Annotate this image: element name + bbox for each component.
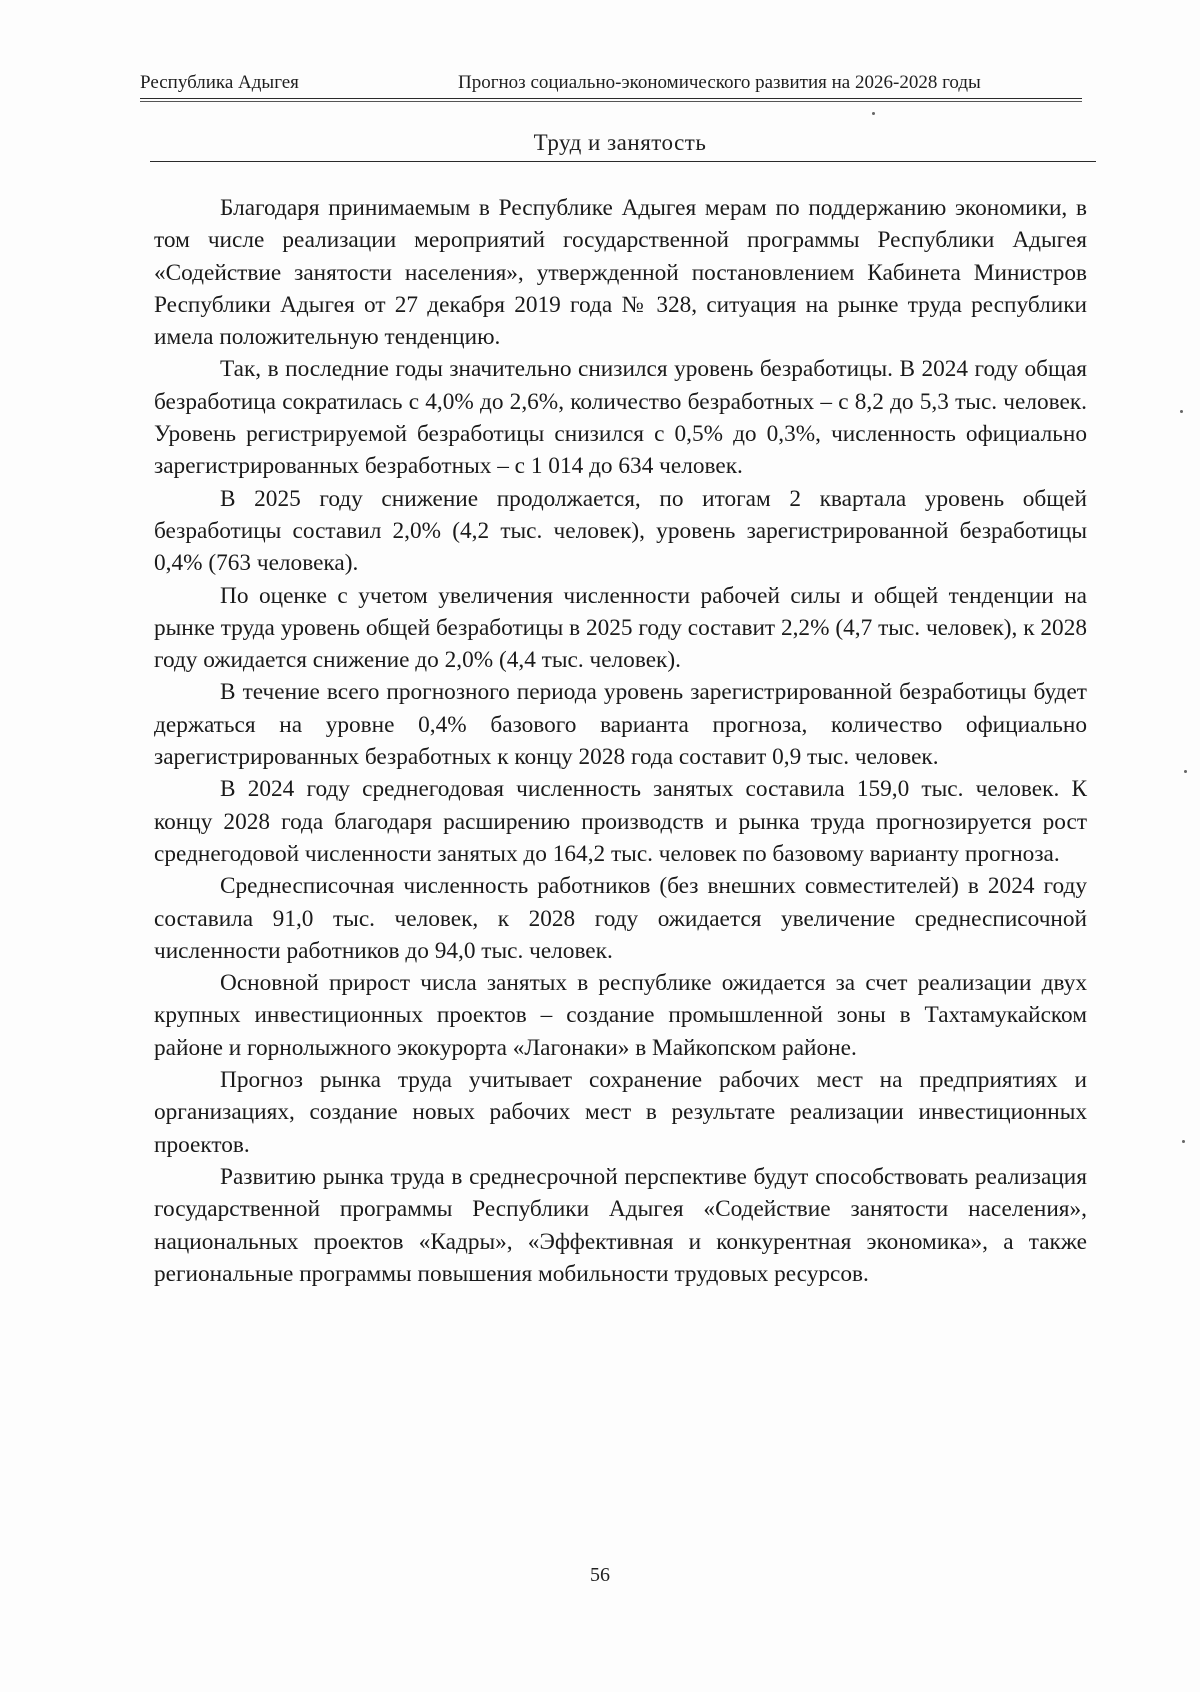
scan-speck [1184, 770, 1187, 773]
scan-speck [1180, 410, 1183, 413]
scan-speck [872, 112, 875, 115]
header-rule [140, 98, 1082, 99]
paragraph: Прогноз рынка труда учитывает сохранение рабочих мест на предприятиях и организациях, создание новых рабочих мест в результате реализации инвестиционных проектов. [154, 1067, 1087, 1158]
paragraph: В 2025 году снижение продолжается, по итогам 2 квартала уровень общей безработицы составил 2,0% (4,2 тыс. человек), уровень зарегистрированной безработицы 0,4% (763 человека). [154, 485, 1087, 577]
paragraph: Основной прирост числа занятых в республике ожидается за счет реализации двух крупных инвестиционных проектов – создание промышленной зоны в Тахтамукайском районе и горнолыжного экокурорта «Лагонаки» в Майкопском районе. [154, 970, 1087, 1061]
header-region: Республика Адыгея [140, 72, 299, 93]
page-number: 56 [590, 1564, 610, 1586]
header-document-title: Прогноз социально-экономического развития на 2026-2028 годы [458, 72, 981, 93]
paragraph: В 2024 году среднегодовая численность занятых составила 159,0 тыс. человек. К концу 2028 года благодаря расширению производств и рынка труда прогнозируется рост среднегодовой численности занятых до 164,2 тыс. человек по базовому варианту прогноза. [154, 776, 1087, 867]
body-text [154, 192, 1087, 1290]
section-title: Труд и занятость [533, 130, 707, 155]
paragraph: Среднесписочная численность работников (без внешних совместителей) в 2024 году составила 91,0 тыс. человек, к 2028 году ожидается увеличение среднесписочной численности работников до 94,0 тыс. человек. [154, 873, 1087, 964]
paragraph: Так, в последние годы значительно снизился уровень безработицы. В 2024 году общая безработица сократилась с 4,0% до 2,6%, количество безработных – с 8,2 до 5,3 тыс. человек. Уровень регистрируемой безработицы снизился с 0,5% до 0,3%, численность официально зарегистрированных безработных – с 1 014 до 634 человек. [154, 356, 1087, 480]
paragraph: Развитию рынка труда в среднесрочной перспективе будут способствовать реализация государственной программы Республики Адыгея «Содействие занятости населения», национальных проектов «Кадры», «Эффективная и конкурентная экономика», а также региональные программы повышения мобильности трудовых ресурсов. [154, 1163, 1087, 1287]
header-rule-thin [140, 101, 1082, 102]
paragraph: В течение всего прогнозного периода уровень зарегистрированной безработицы будет держаться на уровне 0,4% базового варианта прогноза, количество официально зарегистрированных безработных к концу 2028 года составит 0,9 тыс. человек. [154, 679, 1087, 771]
section-title-rule [150, 161, 1096, 162]
scan-speck [1182, 1140, 1185, 1143]
paragraph: По оценке с учетом увеличения численности рабочей силы и общей тенденции на рынке труда уровень общей безработицы в 2025 году составит 2,2% (4,7 тыс. человек), к 2028 году ожидается снижение до 2,0% (4,4 тыс. человек). [154, 582, 1087, 674]
running-header [140, 68, 1080, 98]
paragraph: Благодаря принимаемым в Республике Адыгея мерам по поддержанию экономики, в том числе реализации мероприятий государственной программы Республики Адыгея «Содействие занятости населения», утвержденной постановлением Кабинета Министров Республики Адыгея от 27 декабря 2019 года № 328, ситуация на рынке труда республики имела положительную тенденцию. [154, 195, 1087, 351]
